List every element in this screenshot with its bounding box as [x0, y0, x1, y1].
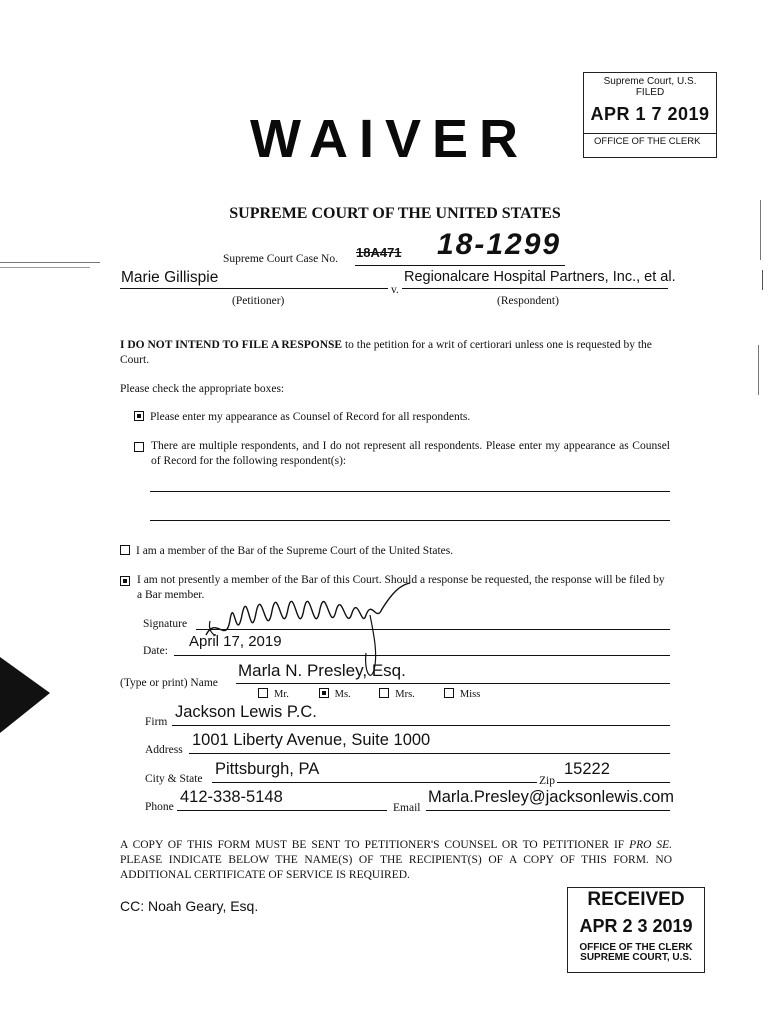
bar-member-label: I am a member of the Bar of the Supreme Court of the United States.: [136, 545, 454, 557]
mr-checkbox[interactable]: [258, 688, 268, 698]
petitioner-line: [120, 288, 388, 289]
title-miss-label: Miss: [459, 689, 481, 700]
signature-label: Signature: [143, 618, 188, 630]
bar-member-checkbox[interactable]: [120, 545, 130, 555]
respondents-line-2[interactable]: [150, 520, 670, 521]
court-name: SUPREME COURT OF THE UNITED STATES: [229, 205, 561, 222]
respondent-name: Regionalcare Hospital Partners, Inc., et al.: [404, 269, 676, 285]
intent-rest: to the petition for a writ of certiorari unless one is requested by the Court.: [120, 339, 652, 366]
multiple-respondents-checkbox[interactable]: [134, 442, 144, 452]
received-stamp-office: OFFICE OF THE CLERK: [579, 942, 693, 953]
ms-checkbox[interactable]: [319, 688, 329, 698]
zip-value: 15222: [564, 760, 610, 778]
option-multiple-respondents: [134, 439, 670, 469]
filed-stamp-date: APR 1 7 2019: [590, 104, 710, 124]
date-value: April 17, 2019: [189, 633, 282, 650]
phone-label: Phone: [145, 801, 174, 813]
date-label: Date:: [143, 645, 168, 657]
case-number-handwritten: 18-1299: [437, 228, 562, 261]
date-line[interactable]: [174, 655, 670, 656]
notice-pro-se: PRO SE.: [629, 839, 672, 851]
filed-stamp: [583, 72, 717, 158]
title-ms-label: Ms.: [334, 689, 351, 700]
filed-stamp-status: FILED: [635, 87, 665, 98]
address-label: Address: [145, 744, 183, 756]
phone-line[interactable]: [177, 810, 387, 811]
scan-edge-arrow: [0, 655, 52, 735]
name-line[interactable]: [236, 683, 670, 684]
instruction-text: Please check the appropriate boxes:: [120, 383, 285, 395]
petitioner-caption: (Petitioner): [232, 295, 285, 307]
not-bar-member-checkbox[interactable]: [120, 576, 130, 586]
respondent-line: [402, 288, 668, 289]
phone-value: 412-338-5148: [180, 788, 283, 806]
intent-statement: [120, 338, 672, 368]
option-bar-member: [120, 544, 453, 559]
received-stamp-status: RECEIVED: [587, 889, 685, 910]
petitioner-name: Marie Gillispie: [121, 269, 219, 286]
email-line[interactable]: [426, 810, 670, 811]
zip-label: Zip: [539, 775, 555, 787]
appearance-all-label: Please enter my appearance as Counsel of Record for all respondents.: [150, 411, 471, 423]
versus-label: v.: [391, 284, 399, 296]
scan-edge-mark: [758, 345, 759, 395]
scan-streak: [0, 262, 100, 263]
title-mr[interactable]: [258, 688, 316, 700]
email-value: Marla.Presley@jacksonlewis.com: [428, 788, 674, 806]
address-value: 1001 Liberty Avenue, Suite 1000: [192, 731, 431, 749]
case-number-line: [355, 265, 565, 266]
city-label: City & State: [145, 773, 203, 785]
firm-label: Firm: [145, 716, 168, 728]
name-label: (Type or print) Name: [120, 677, 218, 689]
not-bar-member-label: I am not presently a member of the Bar of this Court. Should a response be requested, the response will be filed by a Bar member.: [137, 574, 665, 601]
title-options: [258, 688, 480, 700]
scan-streak: [0, 267, 90, 268]
title-mrs-label: Mrs.: [395, 689, 415, 700]
title-mrs[interactable]: [379, 688, 441, 700]
copy-notice: [120, 838, 672, 883]
zip-line[interactable]: [557, 782, 670, 783]
filed-stamp-court: Supreme Court, U.S.: [603, 76, 697, 87]
respondents-line-1[interactable]: [150, 491, 670, 492]
case-number-struck: 18A471: [356, 245, 402, 260]
filed-stamp-office: OFFICE OF THE CLERK: [584, 133, 716, 147]
received-stamp-court: SUPREME COURT, U.S.: [580, 952, 692, 963]
city-line[interactable]: [212, 782, 537, 783]
option-appearance-all: [134, 410, 674, 425]
received-stamp-date: APR 2 3 2019: [579, 916, 693, 936]
email-label: Email: [393, 802, 421, 814]
received-stamp: [567, 887, 705, 973]
miss-checkbox[interactable]: [444, 688, 454, 698]
address-line[interactable]: [189, 753, 670, 754]
cc-recipient: CC: Noah Geary, Esq.: [120, 898, 259, 914]
title-ms[interactable]: [319, 688, 377, 700]
multiple-respondents-label: There are multiple respondents, and I do not represent all respondents. Please enter my appearance as Counsel of Record for the following respondent(s):: [151, 440, 670, 467]
intent-bold: I DO NOT INTEND TO FILE A RESPONSE: [120, 339, 343, 351]
firm-value: Jackson Lewis P.C.: [175, 703, 317, 721]
notice-part2: PLEASE INDICATE BELOW THE NAME(S) OF THE RECIPIENT(S) OF A COPY OF THIS FORM. NO ADDITIONAL CERTIFICATE OF SERVICE IS REQUIRED.: [120, 854, 672, 881]
scan-edge-mark: [762, 270, 763, 290]
page-title: WAIVER: [250, 109, 530, 169]
name-value: Marla N. Presley, Esq.: [238, 661, 406, 680]
mrs-checkbox[interactable]: [379, 688, 389, 698]
firm-line[interactable]: [172, 725, 670, 726]
notice-part1: A COPY OF THIS FORM MUST BE SENT TO PETITIONER'S COUNSEL OR TO PETITIONER IF: [120, 839, 630, 851]
appearance-all-checkbox[interactable]: [134, 411, 144, 421]
title-mr-label: Mr.: [274, 689, 289, 700]
title-miss[interactable]: [444, 688, 480, 700]
case-number-label: Supreme Court Case No.: [223, 253, 338, 265]
city-value: Pittsburgh, PA: [215, 760, 320, 778]
respondent-caption: (Respondent): [497, 295, 559, 307]
